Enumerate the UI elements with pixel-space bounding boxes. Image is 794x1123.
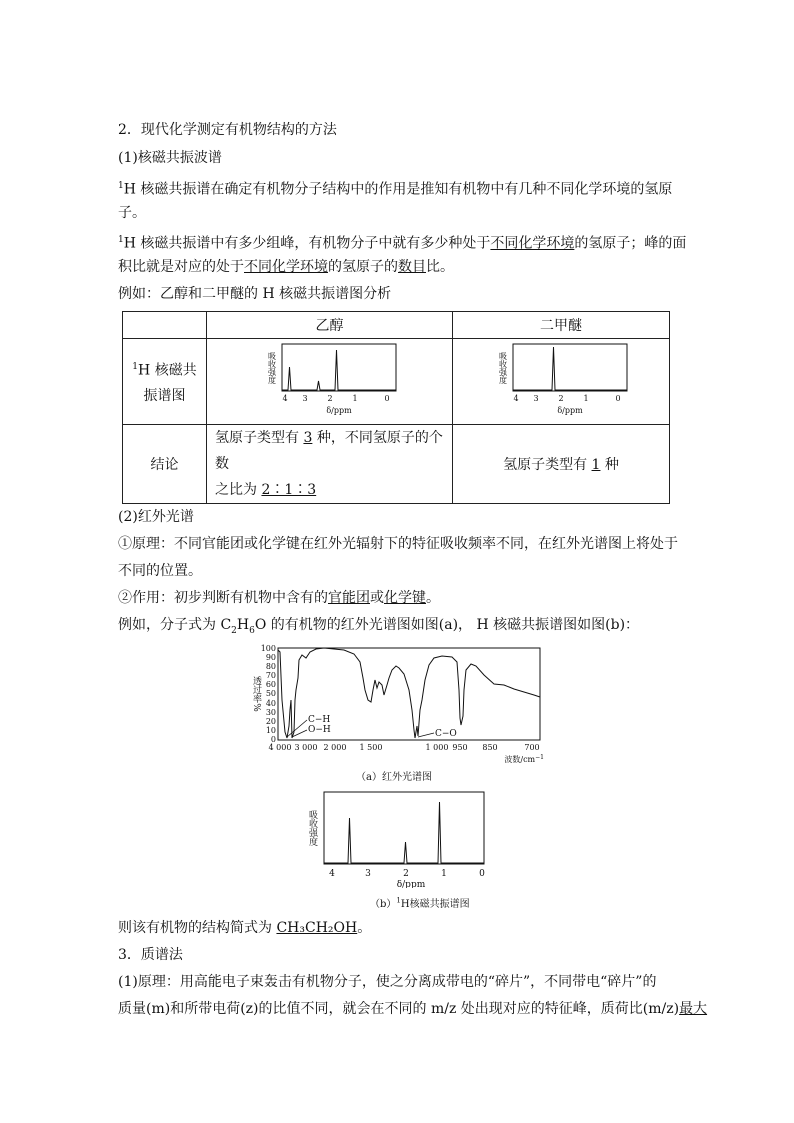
text: H核磁共振谱图 <box>400 899 470 910</box>
text: ②作用：初步判断有机物中含有的 <box>118 590 328 606</box>
tick-label: 0 <box>270 735 276 744</box>
underlined-answer: 3 <box>303 430 313 446</box>
tick-label: 50 <box>265 689 276 698</box>
text: H 核磁共 <box>138 362 197 379</box>
text: 的氢原子；峰的面 <box>574 235 687 252</box>
tick-label: 1 <box>351 393 358 403</box>
text: 则该有机物的结构简式为 <box>118 920 277 936</box>
ylabel: 透过率% <box>251 676 261 712</box>
tick-label: 0 <box>479 869 485 879</box>
example-line <box>118 284 391 304</box>
x-unit-label <box>504 754 544 764</box>
ethanol-conclusion <box>207 425 453 504</box>
tick-label: 70 <box>265 671 276 680</box>
paragraph-peaks <box>118 230 686 254</box>
section-heading-3: 3．质谱法 <box>118 947 183 963</box>
text: 氢原子类型有 <box>503 457 592 473</box>
tick-label: 1 <box>441 869 447 879</box>
annotation-co: C−O <box>435 729 457 739</box>
text: 积比就是对应的处于 <box>118 259 244 275</box>
tick-label: 10 <box>265 726 276 735</box>
x-ticks <box>513 394 620 403</box>
plot-frame <box>513 344 627 391</box>
tick-label: 3 <box>301 393 308 403</box>
text: 氢原子类型有 <box>215 430 304 446</box>
underlined-answer: 2∶1∶3 <box>261 482 317 498</box>
text: O 的有机物的红外光谱图如图(a)， H 核磁共振谱图如图(b)： <box>254 617 640 633</box>
tick-label: 80 <box>265 662 276 671</box>
underlined-answer: 1 <box>591 457 601 473</box>
xlabel: δ/ppm <box>396 880 426 888</box>
subscript: 6 <box>249 625 255 636</box>
tick-label: 0 <box>383 393 390 403</box>
x-unit: 波数/cm <box>504 755 536 764</box>
annotation-ch: C−H <box>308 715 331 725</box>
text: （b） <box>370 899 397 910</box>
underlined-answer: 官能团 <box>328 590 370 606</box>
text: 。 <box>426 590 440 606</box>
tick-label: 950 <box>452 743 468 752</box>
superscript: 1 <box>396 896 401 905</box>
tick-label: 2 <box>403 869 409 879</box>
paragraph-ir-principle: ①原理：不同官能团或化学键在红外光辐射下的特征吸收频率不同，在红外光谱图上将处于 <box>118 536 678 552</box>
ethanol-nmr-spectrum <box>260 341 400 419</box>
x-ticks <box>269 743 540 752</box>
ethanol-nmr-chart-b <box>300 788 495 888</box>
table-corner <box>123 312 207 339</box>
text: 种，不同氢原子的个数 <box>215 430 443 472</box>
section-heading: 2．现代化学测定有机物结构的方法 <box>118 122 337 138</box>
ir-spectrum-chart <box>244 640 554 770</box>
subscript: 2 <box>231 625 237 636</box>
ylabel: 吸收强度 <box>307 810 317 846</box>
header-ethanol: 乙醇 <box>207 312 453 339</box>
text: 比。 <box>426 259 454 275</box>
co-pointer <box>418 733 434 737</box>
ylabel: 吸收强度 <box>498 351 508 384</box>
tick-label: 1 500 <box>359 743 383 752</box>
ir-annotations <box>287 715 457 739</box>
nmr-comparison-table <box>122 311 670 504</box>
tick-label: 2 000 <box>323 743 347 752</box>
ethanol-spectrum-cell <box>207 339 453 425</box>
underlined-answer: 最大 <box>679 1001 708 1017</box>
y-ticks <box>261 644 276 744</box>
nmr-peaks-line <box>324 802 484 863</box>
text: H 核磁共振谱在确定有机物分子结构中的作用是推知有机物中有几种不同化学环境的氢原 <box>123 181 673 198</box>
paragraph-peaks-cont <box>118 257 454 277</box>
subheading-ir: (2)红外光谱 <box>118 509 194 525</box>
superscript: 1 <box>118 235 124 245</box>
tick-label: 20 <box>265 717 276 726</box>
paragraph-nmr-role <box>118 176 672 200</box>
tick-label: 30 <box>265 708 276 717</box>
underlined-answer: 数目 <box>398 259 426 275</box>
ethanol-peaks-line <box>282 350 396 390</box>
tick-label: 700 <box>524 743 540 752</box>
superscript: 1 <box>118 181 124 191</box>
tick-label: 90 <box>265 653 276 662</box>
tick-label: 4 <box>329 869 335 879</box>
plot-frame <box>282 344 396 391</box>
ir-caption: （a）红外光谱图 <box>356 772 432 783</box>
paragraph-ir-function <box>118 588 440 608</box>
row-label-nmr <box>123 339 207 425</box>
text: 振谱图 <box>143 388 186 405</box>
tick-label: 1 000 <box>425 743 449 752</box>
ether-nmr-spectrum <box>491 341 631 419</box>
underlined-answer: CH₃CH₂OH <box>276 920 358 936</box>
ylabel: 吸收强度 <box>267 351 276 384</box>
tick-label: 4 <box>513 393 519 403</box>
text: 。 <box>357 920 372 936</box>
structure-conclusion <box>118 918 371 938</box>
underlined-answer: 化学键 <box>384 590 426 606</box>
ether-conclusion <box>453 425 670 504</box>
subheading-nmr: (1)核磁共振波谱 <box>118 150 222 166</box>
x-ticks <box>329 869 485 879</box>
annotation-oh: O−H <box>308 725 331 735</box>
text: H <box>236 617 250 633</box>
underlined-answer: 不同化学环境 <box>244 259 328 275</box>
x-ticks <box>282 394 389 403</box>
tick-label: 100 <box>260 644 276 653</box>
tick-label: 1 <box>583 393 589 403</box>
ether-peak-line <box>513 347 627 390</box>
text: 的氢原子的 <box>328 259 398 275</box>
tick-label: 60 <box>265 680 276 689</box>
tick-label: 2 <box>558 393 564 403</box>
xlabel: δ/ppm <box>557 405 583 415</box>
tick-label: 3 <box>533 393 539 403</box>
x-unit-sup: −1 <box>535 754 544 761</box>
text: 质量(m)和所带电荷(z)的比值不同，就会在不同的 m/z 处出现对应的特征峰，质荷比(m/z) <box>118 1001 680 1017</box>
text: 之比为 <box>215 482 262 498</box>
xlabel: δ/ppm <box>325 405 352 415</box>
text: 或 <box>370 590 384 606</box>
text: 例如，分子式为 C <box>118 617 232 633</box>
paragraph-ir-principle-cont: 不同的位置。 <box>118 563 202 579</box>
paragraph-nmr-role-cont: 子。 <box>118 205 146 221</box>
tick-label: 3 <box>365 869 371 879</box>
tick-label: 4 000 <box>268 743 292 752</box>
tick-label: 0 <box>615 393 621 403</box>
nmr-caption <box>370 895 470 910</box>
tick-label: 2 <box>326 393 333 403</box>
tick-label: 4 <box>281 393 288 403</box>
header-ether: 二甲醚 <box>453 312 670 339</box>
example-line-2 <box>118 615 639 641</box>
superscript: 1 <box>132 361 139 372</box>
ether-spectrum-cell <box>453 339 670 425</box>
text: H 核磁共振谱中有多少组峰，有机物分子中就有多少种处于 <box>123 235 491 252</box>
paragraph-ms-principle-cont <box>118 999 707 1019</box>
paragraph-ms-principle: (1)原理：用高能电子束轰击有机物分子，使之分离成带电的“碎片”，不同带电“碎片”的 <box>118 974 657 990</box>
text: 例如：乙醇和二甲醚的 H 核磁共振谱图分析 <box>118 286 392 302</box>
text: 种 <box>600 457 619 473</box>
tick-label: 40 <box>265 699 276 708</box>
row-label-conclusion: 结论 <box>123 425 207 504</box>
tick-label: 3 000 <box>294 743 318 752</box>
underlined-answer: 不同化学环境 <box>490 235 575 252</box>
tick-label: 850 <box>482 743 498 752</box>
